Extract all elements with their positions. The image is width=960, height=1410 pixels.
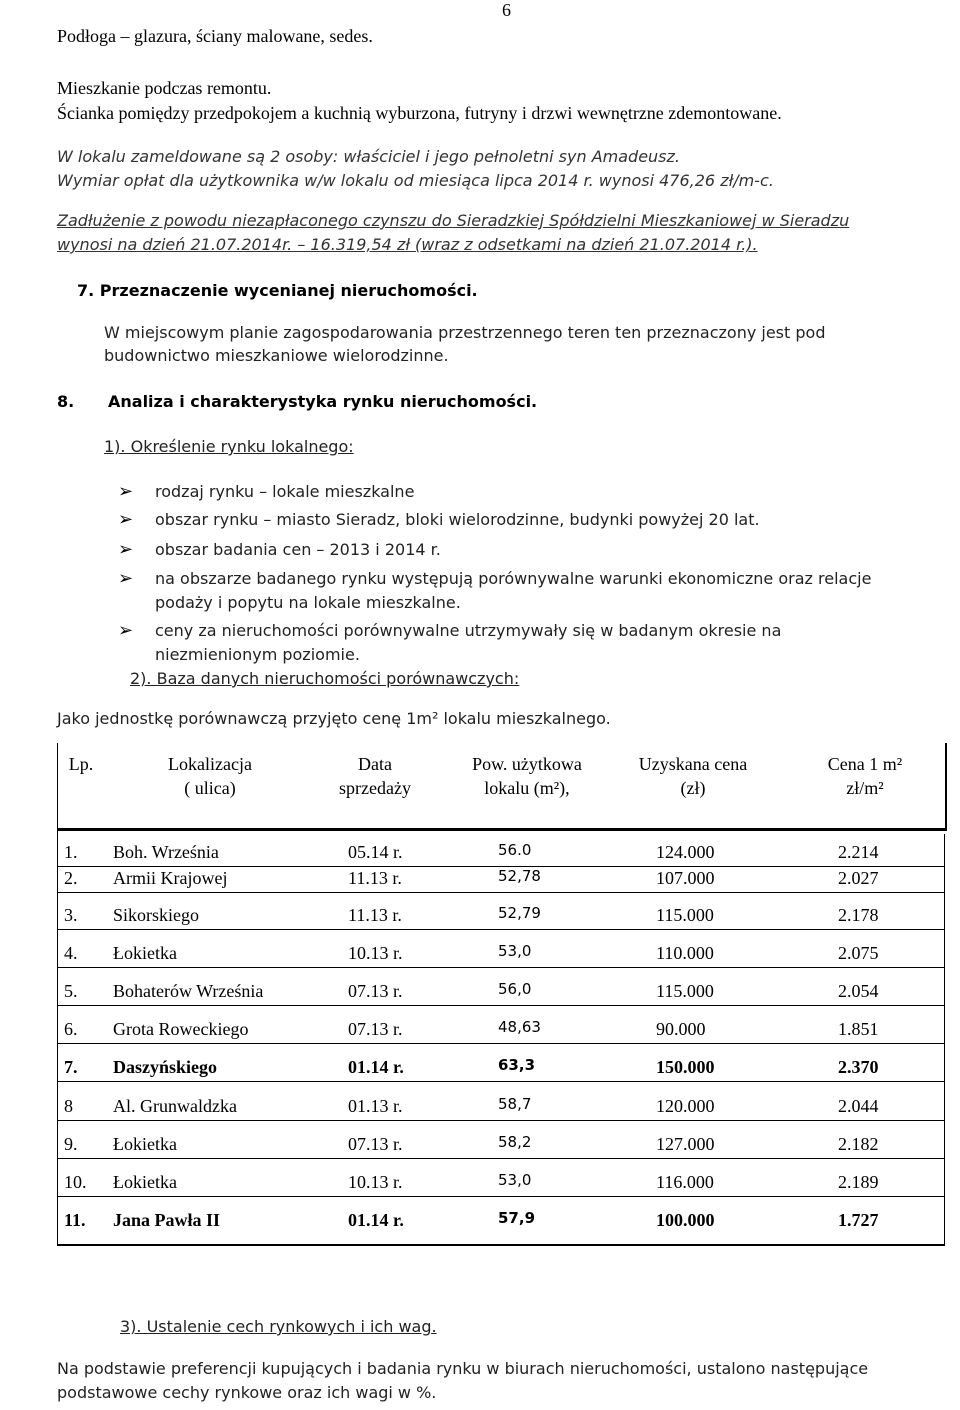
cell-date: 10.13 r. bbox=[348, 1172, 403, 1192]
cell-lp: 5. bbox=[64, 981, 78, 1001]
cell-date: 01.14 r. bbox=[348, 1210, 404, 1230]
cell-area: 56,0 bbox=[498, 980, 532, 998]
cell-lp: 9. bbox=[64, 1134, 78, 1154]
header-unit-price: Cena 1 m² zł/m² bbox=[827, 754, 903, 799]
header-price: Uzyskana cena (zł) bbox=[638, 754, 748, 799]
closing-line2: podstawowe cechy rynkowe oraz ich wagi w %. bbox=[57, 1383, 437, 1402]
row-divider bbox=[57, 1005, 945, 1006]
cell-lp: 4. bbox=[64, 943, 78, 963]
cell-area: 53,0 bbox=[498, 1171, 532, 1189]
cell-date: 11.13 r. bbox=[348, 868, 402, 888]
cell-price: 120.000 bbox=[656, 1096, 715, 1116]
section-7-heading: 7. Przeznaczenie wycenianej nieruchomości. bbox=[77, 281, 478, 300]
cell-street: Łokietka bbox=[113, 943, 177, 963]
cell-street: Łokietka bbox=[113, 1172, 177, 1192]
comparative-db-subheading: 2). Baza danych nieruchomości porównawczych: bbox=[130, 669, 520, 688]
cell-price: 110.000 bbox=[656, 943, 714, 963]
cell-lp: 8 bbox=[64, 1096, 73, 1116]
cell-price: 116.000 bbox=[656, 1172, 714, 1192]
row-divider bbox=[57, 1158, 945, 1159]
arrow-bullet-icon: ➢ bbox=[118, 539, 134, 560]
debt-note-line1: Zadłużenie z powodu niezapłaconego czynszu do Sieradzkiej Spółdzielni Mieszkaniowej w Sieradzu bbox=[57, 211, 850, 230]
row-divider bbox=[57, 1120, 945, 1121]
cell-area: 58,2 bbox=[498, 1133, 532, 1151]
closing-line1: Na podstawie preferencji kupujących i badania rynku w biurach nieruchomości, ustalono następujące bbox=[57, 1359, 869, 1378]
wall-note: Ścianka pomiędzy przedpokojem a kuchnią wyburzona, futryny i drzwi wewnętrzne zdemontowane. bbox=[57, 103, 782, 123]
header-location: Lokalizacja ( ulica) bbox=[168, 754, 252, 799]
section-7-text-line2: budownictwo mieszkaniowe wielorodzinne. bbox=[104, 346, 449, 365]
cell-area: 53,0 bbox=[498, 942, 532, 960]
cell-area: 48,63 bbox=[498, 1018, 541, 1036]
cell-date: 10.13 r. bbox=[348, 943, 403, 963]
arrow-bullet-icon: ➢ bbox=[118, 509, 134, 530]
cell-date: 07.13 r. bbox=[348, 981, 403, 1001]
cell-price: 127.000 bbox=[656, 1134, 715, 1154]
cell-area: 52,79 bbox=[498, 904, 541, 922]
header-lp: Lp. bbox=[68, 754, 94, 774]
cell-street: Jana Pawła II bbox=[113, 1210, 221, 1230]
cell-date: 11.13 r. bbox=[348, 905, 402, 925]
cell-price: 150.000 bbox=[656, 1057, 715, 1077]
cell-unit-price: 1.727 bbox=[838, 1210, 879, 1230]
bullet-prices-line1: ceny za nieruchomości porównywalne utrzymywały się w badanym okresie na bbox=[155, 621, 782, 640]
cell-price: 115.000 bbox=[656, 905, 714, 925]
bullet-conditions-line1: na obszarze badanego rynku występują porównywalne warunki ekonomiczne oraz relacje bbox=[155, 569, 872, 588]
cell-unit-price: 2.027 bbox=[838, 868, 879, 888]
cell-date: 07.13 r. bbox=[348, 1134, 403, 1154]
cell-price: 90.000 bbox=[656, 1019, 706, 1039]
cell-date: 01.13 r. bbox=[348, 1096, 403, 1116]
cell-area: 52,78 bbox=[498, 867, 541, 885]
cell-street: Łokietka bbox=[113, 1134, 177, 1154]
cell-lp: 10. bbox=[64, 1172, 87, 1192]
cell-street: Daszyńskiego bbox=[113, 1057, 218, 1077]
cell-lp: 3. bbox=[64, 905, 78, 925]
cell-price: 124.000 bbox=[656, 842, 715, 862]
page-number: 6 bbox=[502, 0, 511, 20]
row-divider bbox=[57, 1081, 945, 1082]
cell-unit-price: 2.370 bbox=[838, 1057, 879, 1077]
cell-area: 56.0 bbox=[498, 841, 532, 859]
row-divider bbox=[57, 929, 945, 930]
arrow-bullet-icon: ➢ bbox=[118, 481, 134, 502]
header-sale-date: Data sprzedaży bbox=[339, 754, 411, 799]
cell-street: Al. Grunwaldzka bbox=[113, 1096, 237, 1116]
cell-price: 115.000 bbox=[656, 981, 714, 1001]
arrow-bullet-icon: ➢ bbox=[118, 568, 134, 589]
residents-note: W lokalu zameldowane są 2 osoby: właściciel i jego pełnoletni syn Amadeusz. bbox=[57, 147, 680, 166]
bullet-market-area: obszar rynku – miasto Sieradz, bloki wielorodzinne, budynki powyżej 20 lat. bbox=[155, 510, 760, 529]
market-features-subheading: 3). Ustalenie cech rynkowych i ich wag. bbox=[120, 1317, 437, 1336]
cell-unit-price: 1.851 bbox=[838, 1019, 879, 1039]
arrow-bullet-icon: ➢ bbox=[118, 620, 134, 641]
cell-area: 63,3 bbox=[498, 1056, 536, 1074]
cell-unit-price: 2.075 bbox=[838, 943, 879, 963]
cell-unit-price: 2.044 bbox=[838, 1096, 879, 1116]
cell-lp: 1. bbox=[64, 842, 78, 862]
renovation-note: Mieszkanie podczas remontu. bbox=[57, 78, 272, 98]
bullet-prices-line2: niezmienionym poziomie. bbox=[155, 645, 360, 664]
cell-date: 01.14 r. bbox=[348, 1057, 404, 1077]
cell-unit-price: 2.178 bbox=[838, 905, 879, 925]
debt-note-line2: wynosi na dzień 21.07.2014r. – 16.319,54 zł (wraz z odsetkami na dzień 21.07.2014 r.). bbox=[57, 235, 758, 254]
cell-price: 100.000 bbox=[656, 1210, 715, 1230]
cell-price: 107.000 bbox=[656, 868, 715, 888]
cell-unit-price: 2.182 bbox=[838, 1134, 879, 1154]
section-7-text-line1: W miejscowym planie zagospodarowania przestrzennego teren ten przeznaczony jest pod bbox=[104, 323, 826, 342]
local-market-subheading: 1). Określenie rynku lokalnego: bbox=[104, 437, 354, 456]
cell-lp: 11. bbox=[64, 1210, 86, 1230]
header-area: Pow. użytkowa lokalu (m²), bbox=[472, 754, 582, 799]
cell-area: 57,9 bbox=[498, 1209, 536, 1227]
cell-lp: 2. bbox=[64, 868, 78, 888]
section-8-number: 8. bbox=[57, 392, 75, 411]
cell-area: 58,7 bbox=[498, 1095, 532, 1113]
bullet-market-type: rodzaj rynku – lokale mieszkalne bbox=[155, 482, 415, 501]
cell-date: 07.13 r. bbox=[348, 1019, 403, 1039]
cell-unit-price: 2.189 bbox=[838, 1172, 879, 1192]
cell-street: Sikorskiego bbox=[113, 905, 200, 925]
section-8-heading: Analiza i charakterystyka rynku nieruchomości. bbox=[108, 392, 538, 411]
cell-street: Grota Roweckiego bbox=[113, 1019, 249, 1039]
unit-note: Jako jednostkę porównawczą przyjęto cenę 1m² lokalu mieszkalnego. bbox=[57, 709, 611, 728]
bullet-study-period: obszar badania cen – 2013 i 2014 r. bbox=[155, 540, 441, 559]
cell-street: Armii Krajowej bbox=[113, 868, 228, 888]
row-divider bbox=[57, 967, 945, 968]
cell-unit-price: 2.054 bbox=[838, 981, 879, 1001]
cell-lp: 7. bbox=[64, 1057, 78, 1077]
bullet-conditions-line2: podaży i popytu na lokale mieszkalne. bbox=[155, 593, 461, 612]
row-divider bbox=[57, 1196, 945, 1197]
cell-lp: 6. bbox=[64, 1019, 78, 1039]
row-divider bbox=[57, 1043, 945, 1044]
cell-street: Bohaterów Września bbox=[113, 981, 264, 1001]
cell-date: 05.14 r. bbox=[348, 842, 403, 862]
fees-note: Wymiar opłat dla użytkownika w/w lokalu od miesiąca lipca 2014 r. wynosi 476,26 zł/m-c. bbox=[57, 171, 774, 190]
cell-unit-price: 2.214 bbox=[838, 842, 879, 862]
floor-description: Podłoga – glazura, ściany malowane, sedes. bbox=[57, 26, 373, 46]
cell-street: Boh. Września bbox=[113, 842, 219, 862]
row-divider bbox=[57, 892, 945, 893]
